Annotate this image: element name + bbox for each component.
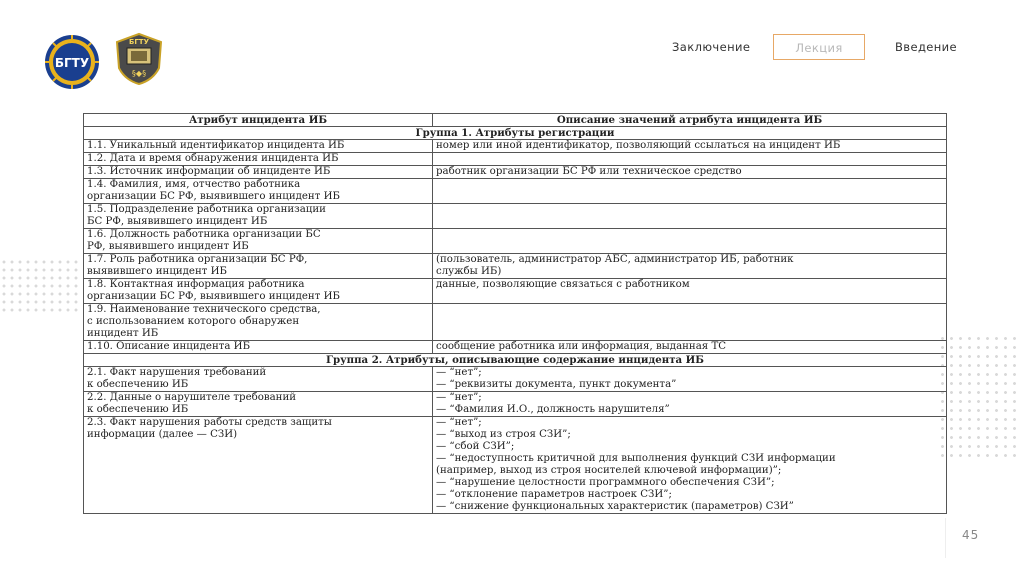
description-cell <box>433 392 947 417</box>
header-attribute: Атрибут инцидента ИБ <box>84 114 433 127</box>
cell-line: — “реквизиты документа, пункт документа” <box>436 379 677 390</box>
table-row <box>84 153 947 166</box>
cell-line: выявившего инцидент ИБ <box>87 266 227 277</box>
cell-line: данные, позволяющие связаться с работником <box>436 279 690 290</box>
cell-line: — “Фамилия И.О., должность нарушителя” <box>436 404 670 415</box>
attribute-cell <box>84 341 433 354</box>
attribute-cell <box>84 279 433 304</box>
cell-line: организации БС РФ, выявившего инцидент ИБ <box>87 191 340 202</box>
description-cell <box>433 204 947 229</box>
cell-line: 1.3. Источник информации об инциденте ИБ <box>87 166 331 177</box>
attribute-cell <box>84 367 433 392</box>
table-row <box>84 417 947 514</box>
cell-line: с использованием которого обнаружен <box>87 316 300 327</box>
description-cell <box>433 140 947 153</box>
cell-line: — “нет”; <box>436 367 482 378</box>
cell-line: — “нет”; <box>436 392 482 403</box>
attribute-cell <box>84 254 433 279</box>
table-row <box>84 392 947 417</box>
description-cell <box>433 166 947 179</box>
cell-line: работник организации БС РФ или техническое средство <box>436 166 742 177</box>
attribute-cell <box>84 179 433 204</box>
table-row <box>84 279 947 304</box>
table-row <box>84 140 947 153</box>
cell-line: 2.2. Данные о нарушителе требований <box>87 392 297 403</box>
svg-text:БГТУ: БГТУ <box>129 38 149 46</box>
description-cell <box>433 153 947 166</box>
attribute-cell <box>84 392 433 417</box>
attribute-cell <box>84 304 433 341</box>
group-2-title: Группа 2. Атрибуты, описывающие содержание инцидента ИБ <box>84 354 947 367</box>
cell-line: — “отклонение параметров настроек СЗИ”; <box>436 489 672 500</box>
cell-line: — “выход из строя СЗИ”; <box>436 429 571 440</box>
nav-link-conclusion[interactable]: Заключение <box>672 40 751 54</box>
table-row <box>84 367 947 392</box>
cell-line: к обеспечению ИБ <box>87 404 189 415</box>
decorative-dot-pattern-right <box>938 334 1022 458</box>
table-row <box>84 304 947 341</box>
table-row <box>84 254 947 279</box>
group-row <box>84 354 947 367</box>
attribute-cell <box>84 153 433 166</box>
attribute-cell <box>84 140 433 153</box>
description-cell <box>433 229 947 254</box>
description-cell <box>433 341 947 354</box>
cell-line: информации (далее — СЗИ) <box>87 429 238 440</box>
nav-link-introduction[interactable]: Введение <box>895 40 958 54</box>
cell-line: БС РФ, выявившего инцидент ИБ <box>87 216 268 227</box>
decorative-dot-pattern-left <box>0 258 80 314</box>
description-cell <box>433 279 947 304</box>
table-row <box>84 341 947 354</box>
cell-line: — “недоступность критичной для выполнения функций СЗИ информации <box>436 453 836 464</box>
attribute-cell <box>84 204 433 229</box>
cell-line: 1.6. Должность работника организации БС <box>87 229 321 240</box>
cell-line: — “нет”; <box>436 417 482 428</box>
cell-line: — “снижение функциональных характеристик (параметров) СЗИ” <box>436 501 794 512</box>
attribute-cell <box>84 166 433 179</box>
cell-line: 1.8. Контактная информация работника <box>87 279 305 290</box>
cell-line: 2.3. Факт нарушения работы средств защиты <box>87 417 332 428</box>
cell-line: 1.10. Описание инцидента ИБ <box>87 341 251 352</box>
cell-line: 1.7. Роль работника организации БС РФ, <box>87 254 308 265</box>
svg-text:§◆§: §◆§ <box>131 69 147 78</box>
cell-line: 2.1. Факт нарушения требований <box>87 367 267 378</box>
page-number: 45 <box>962 528 980 542</box>
cell-line: 1.5. Подразделение работника организации <box>87 204 326 215</box>
cell-line: — “нарушение целостности программного обеспечения СЗИ”; <box>436 477 775 488</box>
cell-line: 1.9. Наименование технического средства, <box>87 304 321 315</box>
table-row <box>84 204 947 229</box>
cell-line: номер или иной идентификатор, позволяющий ссылаться на инцидент ИБ <box>436 140 841 151</box>
header-description: Описание значений атрибута инцидента ИБ <box>433 114 947 127</box>
cell-line: (например, выход из строя носителей ключевой информации)”; <box>436 465 782 476</box>
table-row <box>84 179 947 204</box>
group-1-title: Группа 1. Атрибуты регистрации <box>84 127 947 140</box>
cell-line: 1.4. Фамилия, имя, отчество работника <box>87 179 301 190</box>
university-logo-emblem <box>44 34 100 90</box>
incident-attributes-table <box>83 113 947 514</box>
cell-line: организации БС РФ, выявившего инцидент ИБ <box>87 291 340 302</box>
table-row <box>84 166 947 179</box>
cell-line: инцидент ИБ <box>87 328 159 339</box>
faculty-logo-emblem <box>113 32 165 86</box>
cell-line: службы ИБ) <box>436 266 502 277</box>
description-cell <box>433 179 947 204</box>
cell-line: — “сбой СЗИ”; <box>436 441 515 452</box>
cell-line: РФ, выявившего инцидент ИБ <box>87 241 249 252</box>
svg-text:БГТУ: БГТУ <box>54 56 90 70</box>
footer-divider <box>945 518 946 558</box>
description-cell <box>433 367 947 392</box>
description-cell <box>433 254 947 279</box>
description-cell <box>433 304 947 341</box>
cell-line: сообщение работника или информация, выданная ТС <box>436 341 727 352</box>
cell-line: (пользователь, администратор АБС, администратор ИБ, работник <box>436 254 794 265</box>
cell-line: 1.1. Уникальный идентификатор инцидента ИБ <box>87 140 345 151</box>
table-row <box>84 229 947 254</box>
cell-line: к обеспечению ИБ <box>87 379 189 390</box>
attribute-cell <box>84 417 433 514</box>
table-header-row <box>84 114 947 127</box>
description-cell <box>433 417 947 514</box>
cell-line: 1.2. Дата и время обнаружения инцидента ИБ <box>87 153 339 164</box>
attribute-cell <box>84 229 433 254</box>
nav-link-lecture[interactable]: Лекция <box>773 34 865 60</box>
group-row <box>84 127 947 140</box>
